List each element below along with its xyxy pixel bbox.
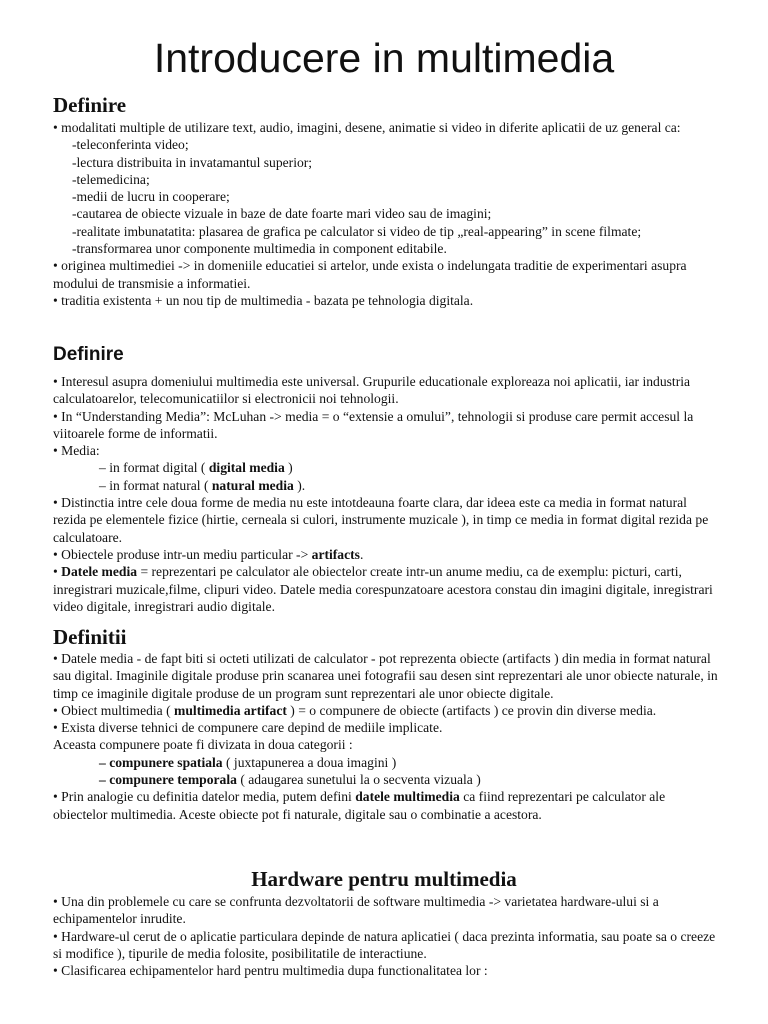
list-item: -teleconferinta video; [72,137,189,153]
section-hardware-body [53,893,718,979]
list-item: – in format natural ( natural media ). [99,477,306,493]
section-heading-definitii: Definitii [53,625,127,649]
list-item: -transformarea unor componente multimedia in component editabile. [72,241,447,257]
section-heading-definire-1: Definire [53,93,127,117]
section-heading-definire-2: Definire [53,344,124,365]
list-item: -medii de lucru in cooperare; [72,189,230,205]
paragraph: • Prin analogie cu definitia datelor media, putem defini datele multimedia ca fiind reprezentari pe calculator ale obiectelor multimedia. Aceste obiecte pot fi naturale, digitale sau o combinatie a acestora. [53,789,666,822]
list-item: – compunere spatiala ( juxtapunerea a doua imagini ) [99,754,397,770]
paragraph: • Distinctia intre cele doua forme de media nu este intotdeauna foarte clara, dar ideea este ca media in format natural rezida pe elementele fizice (hirtie, cerneala si culori, instrumente muzicale ), in timp ce media in format digital rezida pe calculatoare. [53,495,709,545]
paragraph: • Datele media = reprezentari pe calculator ale obiectelor create intr-un anume mediu, ca de exemplu: picturi, carti, inregistrari muzicale,filme, clipuri video. Datele media corespunzatoare acestora constau din imagini digitale, inregistrari video digitale, inregistrari audio digitale. [53,564,713,614]
paragraph: • Datele media - de fapt biti si octeti utilizati de calculator - pot reprezenta obiecte (artifacts ) din media in format natural sau digital. Imaginile digitale produse prin scanarea unei fotografii sau desen sint reprezentari ale unor obiecte naturale, in timp ce imaginile digitale produse de un program sunt reprezentari ale unor obiecte digitale. [53,651,718,701]
list-item: -telemedicina; [72,171,150,187]
section-heading-hardware: Hardware pentru multimedia [251,867,517,891]
paragraph: • Obiectele produse intr-un mediu particular -> artifacts. [53,546,364,562]
page-title: Introducere in multimedia [153,35,615,81]
section-definire-1-body [53,119,718,309]
paragraph: • In “Understanding Media”: McLuhan -> media = o “extensie a omului”, tehnologii si produse care permit accesul la viitoarele forme de informatii. [53,408,694,441]
paragraph: • Una din problemele cu care se confrunta dezvoltatorii de software multimedia -> varietatea hardware-ului si a echipamentelor inrudite. [53,894,659,927]
paragraph: • Media: [53,443,100,459]
section-definire-2-body [53,373,718,615]
paragraph: Aceasta compunere poate fi divizata in doua categorii : [53,737,353,753]
paragraph: • Exista diverse tehnici de compunere care depind de mediile implicate. [53,720,443,736]
list-item: -realitate imbunatatita: plasarea de grafica pe calculator si video de tip „real-appearing” in scene filmate; [72,223,642,239]
paragraph: • Clasificarea echipamentelor hard pentru multimedia dupa functionalitatea lor : [53,963,488,979]
paragraph: • Hardware-ul cerut de o aplicatie particulara depinde de natura aplicatiei ( daca prezinta informatia, sau poate sa o creeze si modifice ), tipurile de media folosite, posibilitatile de interactiune. [53,928,716,961]
paragraph: • traditia existenta + un nou tip de multimedia - bazata pe tehnologia digitala. [53,292,474,308]
section-definitii-body [53,650,718,823]
paragraph: • Interesul asupra domeniului multimedia este universal. Grupurile educationale exploreaza noi aplicatii, iar industria calculatoarelor, telecomunicatiilor si electronicii noi tehnologii. [53,374,691,407]
list-item: – compunere temporala ( adaugarea sunetului la o secventa vizuala ) [99,772,481,788]
paragraph: • Obiect multimedia ( multimedia artifact ) = o compunere de obiecte (artifacts ) ce provin din diverse media. [53,702,657,718]
paragraph: • modalitati multiple de utilizare text, audio, imagini, desene, animatie si video in diferite aplicatii de uz general ca: [53,120,681,135]
list-item: -cautarea de obiecte vizuale in baze de date foarte mari video sau de imagini; [72,206,492,222]
list-item: -lectura distribuita in invatamantul superior; [72,154,313,170]
paragraph: • originea multimediei -> in domeniile educatiei si artelor, unde exista o indelungata traditie de experimentari asupra modului de transmisie a informatiei. [53,258,687,291]
list-item: – in format digital ( digital media ) [99,460,293,476]
